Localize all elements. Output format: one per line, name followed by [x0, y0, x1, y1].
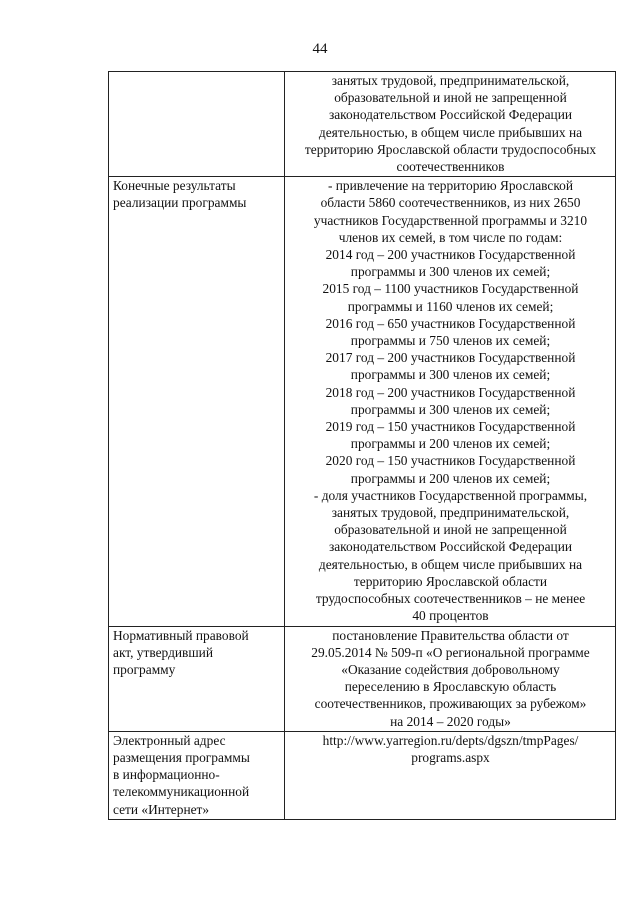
text-line: образовательной и иной не запрещенной [334, 522, 567, 538]
text-line: законодательством Российской Федерации [328, 539, 573, 555]
text-line: переселению в Ярославскую область [344, 679, 557, 695]
table-row-continuation [109, 72, 616, 177]
label-line: сети «Интернет» [113, 801, 210, 817]
label-line: Конечные результаты [113, 178, 236, 194]
text-line: 2014 год – 200 участников Государственной [325, 247, 576, 263]
label-line: реализации программы [113, 195, 247, 211]
label-cell-final-results [109, 177, 285, 626]
text-line: 2020 год – 150 участников Государственной [325, 453, 576, 469]
label-line: в информационно- [113, 767, 220, 783]
label-line: размещения программы [113, 749, 250, 765]
text-line: «Оказание содействия добровольному [341, 661, 560, 677]
text-line: программы и 1160 членов их семей; [347, 298, 554, 314]
label-cell-legal-act [109, 626, 285, 731]
program-passport-table [108, 71, 616, 820]
program-url-line: programs.aspx [411, 749, 490, 765]
text-line: 2015 год – 1100 участников Государственной [322, 281, 579, 297]
text-line: занятых трудовой, предпринимательской, [331, 505, 570, 521]
label-line: программу [113, 661, 176, 677]
text-line: - привлечение на территорию Ярославской [327, 178, 574, 194]
text-line: образовательной и иной не запрещенной [334, 90, 567, 106]
text-line: программы и 300 членов их семей; [350, 264, 551, 280]
value-cell-legal-act [285, 626, 616, 731]
text-line: 2018 год – 200 участников Государственной [325, 384, 576, 400]
text-line: программы и 300 членов их семей; [350, 367, 551, 383]
text-line: области 5860 соотечественников, из них 2650 [320, 195, 581, 211]
text-line: соотечественников, проживающих за рубежом» [314, 696, 587, 712]
page-number: 44 [312, 41, 328, 57]
text-line: 2016 год – 650 участников Государственной [325, 315, 576, 331]
label-line: Электронный адрес [113, 732, 226, 748]
text-line: 40 процентов [412, 608, 489, 624]
text-line: 29.05.2014 № 509-п «О региональной программе [311, 644, 590, 660]
table-row-web-address [109, 731, 616, 819]
label-line: акт, утвердивший [113, 644, 214, 660]
text-line: программы и 200 членов их семей; [350, 436, 551, 452]
text-line: программы и 200 членов их семей; [350, 470, 551, 486]
value-cell-web-address [285, 731, 616, 819]
text-line: деятельностью, в общем числе прибывших на [318, 556, 583, 572]
label-cell-web-address [109, 731, 285, 819]
text-line: трудоспособных соотечественников – не менее [315, 591, 586, 607]
text-line: территорию Ярославской области трудоспособных [304, 141, 597, 157]
value-cell-continuation [285, 72, 616, 177]
text-line: территорию Ярославской области [353, 573, 548, 589]
text-line: членов их семей, в том числе по годам: [338, 229, 563, 245]
text-line: постановление Правительства области от [332, 627, 569, 643]
text-line: программы и 300 членов их семей; [350, 401, 551, 417]
text-line: 2019 год – 150 участников Государственной [325, 419, 576, 435]
table-row-legal-act [109, 626, 616, 731]
text-line: программы и 750 членов их семей; [350, 333, 551, 349]
table-row-final-results [109, 177, 616, 626]
text-line: занятых трудовой, предпринимательской, [331, 73, 570, 88]
text-line: на 2014 – 2020 годы» [390, 713, 511, 729]
program-url-line: http://www.yarregion.ru/depts/dgszn/tmpPages/ [322, 732, 579, 748]
text-line: 2017 год – 200 участников Государственной [325, 350, 576, 366]
value-cell-final-results [285, 177, 616, 626]
label-line: телекоммуникационной [113, 784, 250, 800]
text-line: законодательством Российской Федерации [328, 107, 573, 123]
text-line: деятельностью, в общем числе прибывших на [318, 124, 583, 140]
label-line: Нормативный правовой [113, 627, 249, 643]
label-cell-empty [109, 72, 285, 177]
text-line: участников Государственной программы и 3210 [313, 212, 588, 228]
text-line: - доля участников Государственной программы, [313, 487, 588, 503]
text-line: соотечественников [396, 159, 505, 175]
